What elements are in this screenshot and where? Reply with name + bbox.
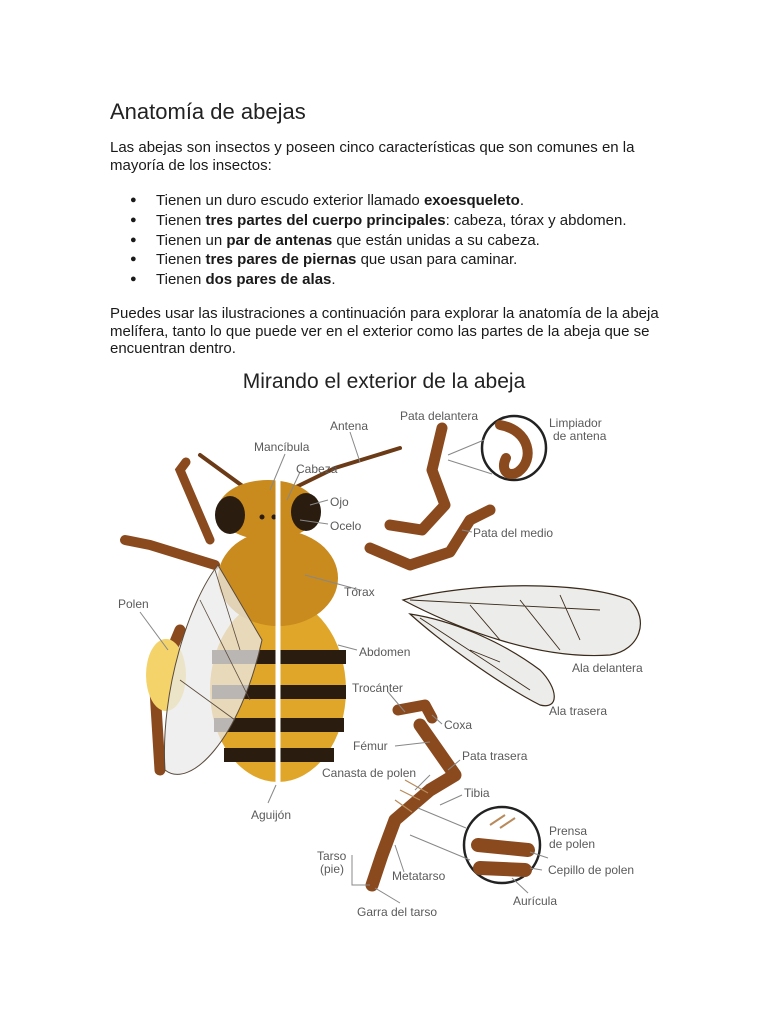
- label-ala-delantera: Ala delantera: [572, 661, 643, 675]
- label-ojo: Ojo: [330, 495, 349, 509]
- bullet-icon: ●: [130, 194, 137, 206]
- front-leg-left-shape: [180, 462, 210, 540]
- eye-right-shape: [291, 493, 321, 531]
- list-item: ● Tienen tres partes del cuerpo principales: cabeza, tórax y abdomen.: [130, 211, 627, 229]
- label-pata-delantera: Pata delantera: [400, 409, 479, 423]
- label-garra: Garra del tarso: [357, 905, 438, 919]
- label-auricula: Aurícula: [513, 894, 558, 908]
- label-tibia: Tibia: [464, 786, 490, 800]
- antenna-left-shape: [200, 455, 248, 490]
- label-abdomen: Abdomen: [359, 645, 411, 659]
- label-antena: Antena: [330, 419, 369, 433]
- label-tarso-2: (pie): [320, 862, 345, 876]
- label-limpiador-1: Limpiador: [549, 416, 602, 430]
- label-canasta: Canasta de polen: [322, 766, 417, 780]
- bullet-icon: ●: [130, 273, 137, 286]
- label-ocelo: Ocelo: [330, 519, 362, 533]
- label-pata-medio: Pata del medio: [473, 526, 554, 540]
- section-title: Mirando el exterior de la abeja: [242, 370, 526, 393]
- label-prensa-1: Prensa: [549, 824, 588, 838]
- list-item: ● Tienen un par de antenas que están unidas a su cabeza.: [130, 231, 540, 249]
- page-title: Anatomía de abejas: [110, 99, 306, 124]
- middle-leg-left-shape: [125, 540, 215, 565]
- list-item: ● Tienen un duro escudo exterior llamado exoesqueleto.: [130, 192, 524, 209]
- eye-left-shape: [215, 496, 245, 534]
- label-prensa-2: de polen: [549, 837, 596, 851]
- label-pata-trasera: Pata trasera: [462, 749, 528, 763]
- outro-paragraph: Puedes usar las ilustraciones a continuación para explorar la anatomía de la abeja melífera, tanto lo que puede ver en el exterior como las partes de la abeja que se encuentran dentro.: [110, 305, 659, 357]
- label-tarso-1: Tarso: [317, 849, 347, 863]
- label-torax: Tórax: [344, 585, 375, 599]
- wings-illustration: [403, 586, 640, 706]
- hind-leg-illustration: [372, 705, 540, 885]
- label-limpiador-2: de antena: [553, 429, 607, 443]
- intro-paragraph: Las abejas son insectos y poseen cinco características que son comunes en la mayoría de los insectos:: [110, 139, 635, 174]
- label-coxa: Coxa: [444, 718, 473, 732]
- bullet-icon: ●: [130, 253, 137, 266]
- label-aguijon: Aguijón: [251, 808, 292, 822]
- label-cepillo: Cepillo de polen: [548, 863, 635, 877]
- label-femur: Fémur: [353, 739, 388, 753]
- label-ala-trasera: Ala trasera: [549, 704, 608, 718]
- front-leg-illustration: [370, 416, 546, 565]
- bullet-icon: ●: [130, 233, 137, 246]
- bullet-icon: ●: [130, 213, 137, 226]
- list-item: ● Tienen dos pares de alas.: [130, 271, 336, 289]
- label-trocanter: Trocánter: [352, 681, 403, 695]
- label-mandibula: Mancíbula: [254, 440, 310, 454]
- label-metatarso: Metatarso: [392, 869, 446, 883]
- list-item: ● Tienen tres pares de piernas que usan para caminar.: [130, 251, 518, 269]
- label-cabeza: Cabeza: [296, 462, 338, 476]
- label-polen: Polen: [118, 597, 149, 611]
